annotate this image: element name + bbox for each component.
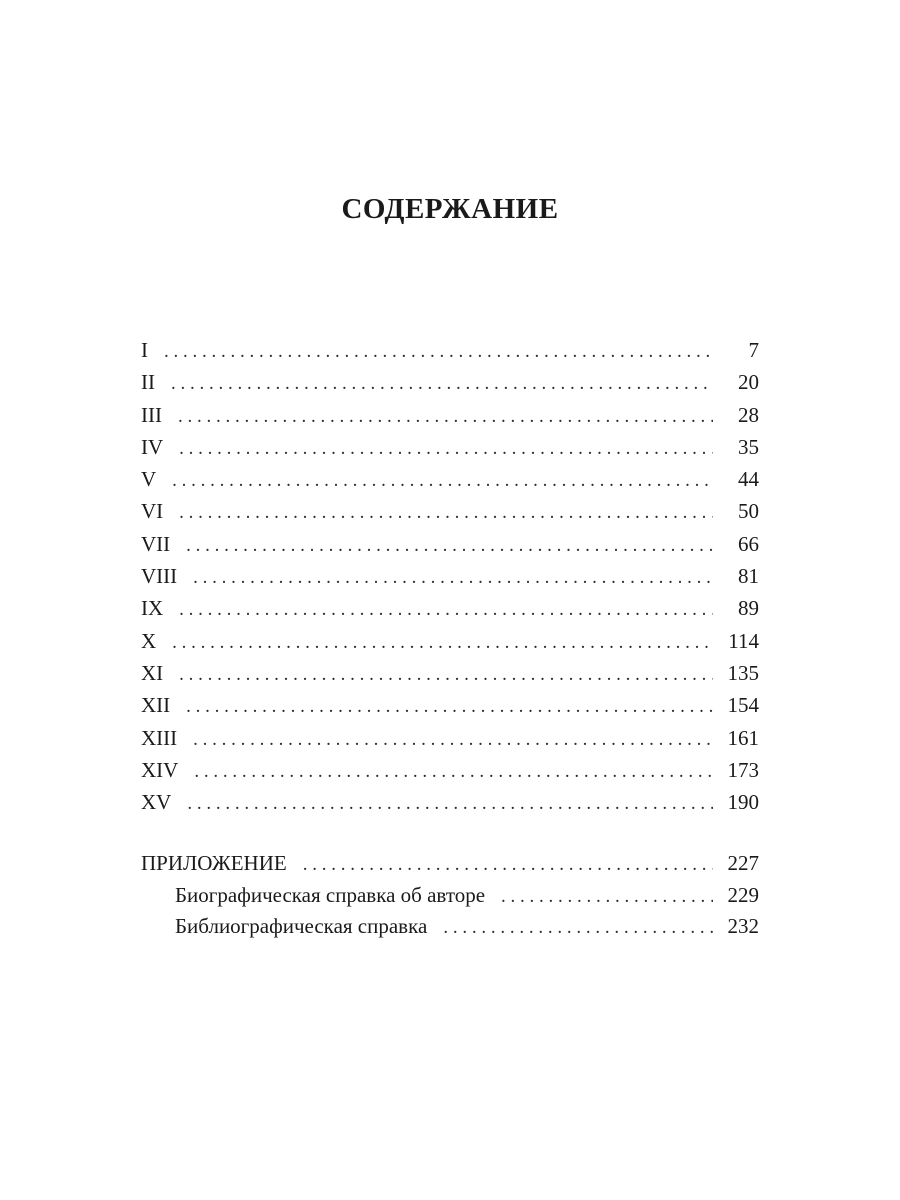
- toc-entry-chapter-8[interactable]: [141, 560, 759, 592]
- toc-entry-appendix[interactable]: [141, 848, 759, 880]
- toc-entry-chapter-1[interactable]: [141, 334, 759, 366]
- dot-leader: [179, 433, 713, 465]
- dot-leader: [172, 627, 713, 659]
- toc-page-number: 154: [727, 693, 759, 718]
- toc-entry-label: Биографическая справка об авторе: [175, 882, 486, 907]
- dot-leader: [171, 368, 713, 400]
- toc-entry-label: XIV: [141, 757, 179, 782]
- page-title: СОДЕРЖАНИЕ: [341, 193, 559, 225]
- dot-leader: [193, 562, 713, 594]
- toc-entry-label: X: [141, 628, 157, 653]
- toc-entry-label: VI: [141, 499, 164, 524]
- table-of-contents: [141, 334, 759, 818]
- dot-leader: [193, 724, 713, 756]
- toc-page-number: 161: [727, 725, 759, 750]
- dot-leader: [178, 401, 713, 433]
- toc-entry-label: XIII: [141, 725, 178, 750]
- dot-leader: [179, 497, 713, 529]
- toc-entry-label: II: [141, 370, 155, 395]
- toc-page-number: 190: [727, 790, 759, 815]
- toc-entry-chapter-4[interactable]: [141, 431, 759, 463]
- dot-leader: [164, 336, 713, 368]
- toc-entry-chapter-6[interactable]: [141, 495, 759, 527]
- toc-page-number: 81: [738, 564, 759, 589]
- toc-page-number: 114: [728, 628, 759, 653]
- toc-page-number: 20: [738, 370, 759, 395]
- toc-page-number: 7: [748, 338, 759, 362]
- dot-leader: [303, 849, 713, 881]
- toc-page-number: 173: [727, 757, 759, 782]
- toc-page-number: 66: [738, 531, 759, 556]
- toc-entry-bibliography[interactable]: [141, 911, 759, 943]
- toc-entry-chapter-9[interactable]: [141, 592, 759, 624]
- toc-page-number: 135: [727, 660, 759, 685]
- toc-page-number: 232: [727, 914, 759, 938]
- toc-entry-chapter-14[interactable]: [141, 754, 759, 786]
- toc-entry-label: IV: [141, 434, 164, 459]
- toc-page-number: 227: [727, 851, 759, 875]
- toc-entry-chapter-3[interactable]: [141, 399, 759, 431]
- toc-entry-label: I: [141, 338, 148, 362]
- toc-page-number: 44: [738, 467, 759, 492]
- dot-leader: [501, 881, 713, 913]
- dot-leader: [443, 912, 713, 944]
- toc-entry-label: XV: [141, 790, 172, 815]
- toc-entry-chapter-15[interactable]: [141, 786, 759, 818]
- toc-page-number: 89: [738, 596, 759, 621]
- toc-entry-chapter-5[interactable]: [141, 463, 759, 495]
- dot-leader: [186, 691, 713, 723]
- toc-entry-label: ПРИЛОЖЕНИЕ: [141, 851, 287, 875]
- toc-entry-label: VIII: [141, 564, 178, 589]
- dot-leader: [179, 659, 713, 691]
- toc-entry-label: V: [141, 467, 157, 492]
- toc-entry-chapter-13[interactable]: [141, 722, 759, 754]
- dot-leader: [194, 756, 713, 788]
- dot-leader: [186, 530, 713, 562]
- dot-leader: [172, 465, 713, 497]
- toc-entry-label: XII: [141, 693, 171, 718]
- toc-page-number: 28: [738, 402, 759, 427]
- dot-leader: [187, 788, 713, 820]
- toc-entry-biography[interactable]: [141, 880, 759, 912]
- dot-leader: [179, 594, 713, 626]
- toc-entry-chapter-10[interactable]: [141, 625, 759, 657]
- toc-page-number: 35: [738, 434, 759, 459]
- toc-entry-label: III: [141, 402, 162, 427]
- toc-entry-chapter-12[interactable]: [141, 689, 759, 721]
- toc-entry-label: XI: [141, 660, 164, 685]
- toc-entry-chapter-11[interactable]: [141, 657, 759, 689]
- toc-page-number: 50: [738, 499, 759, 524]
- appendix-section: [141, 848, 759, 943]
- toc-entry-chapter-7[interactable]: [141, 528, 759, 560]
- toc-entry-label: VII: [141, 531, 171, 556]
- toc-entry-chapter-2[interactable]: [141, 366, 759, 398]
- toc-entry-label: IX: [141, 596, 164, 621]
- toc-page-number: 229: [727, 882, 759, 907]
- toc-entry-label: Библиографическая справка: [175, 914, 428, 938]
